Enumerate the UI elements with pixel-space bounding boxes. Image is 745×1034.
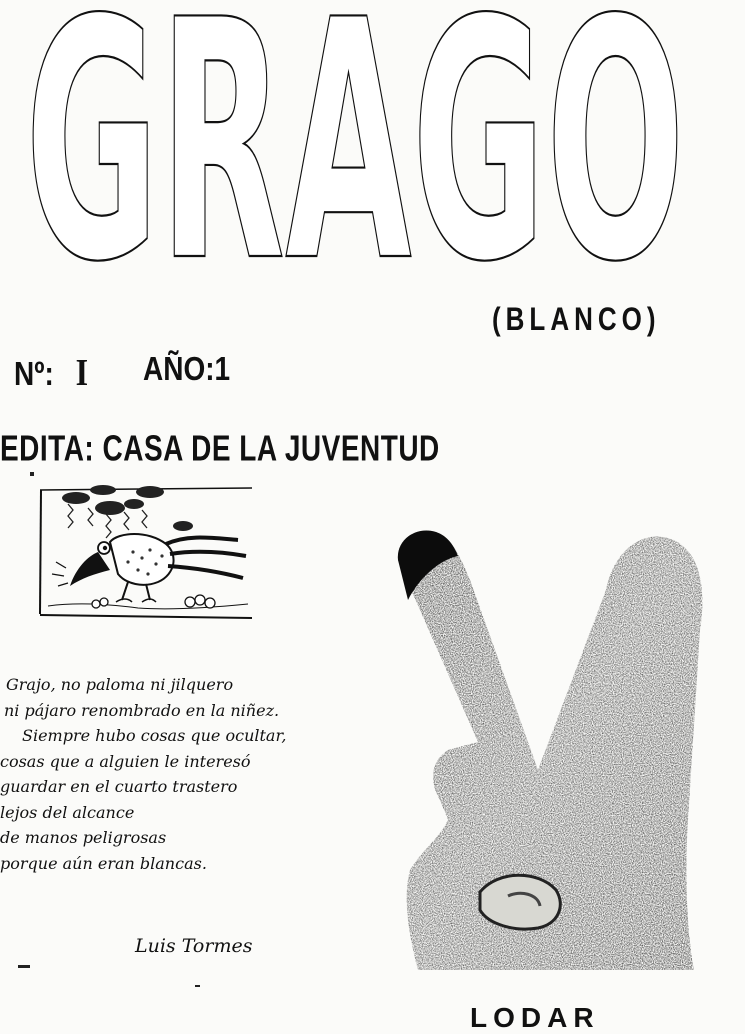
issue-value: I: [75, 350, 89, 394]
issue-number: [14, 350, 88, 394]
victory-hand-photo: [388, 520, 723, 980]
poem: [0, 672, 330, 876]
poem-line: guardar en el cuarto trastero: [0, 777, 238, 796]
ink-speck: [30, 472, 34, 476]
subtitle-blanco: (BLANCO): [492, 300, 661, 338]
poem-line: lejos del alcance: [0, 802, 135, 822]
issue-label: Nº:: [14, 354, 54, 392]
year-label: AÑO:1: [143, 350, 231, 388]
poem-line: Grajo, no paloma ni jilquero: [6, 675, 234, 694]
poem-line: Siempre hubo cosas que ocultar,: [22, 726, 287, 745]
masthead-title-text: GRAGO: [25, 8, 685, 270]
poem-line: porque aún eran blancas.: [0, 853, 207, 873]
poem-line: cosas que a alguien le interesó: [0, 751, 251, 771]
ink-speck: [195, 985, 200, 987]
publisher-line: EDITA: CASA DE LA JUVENTUD: [0, 428, 440, 469]
poem-line: ni pájaro renombrado en la niñez.: [4, 700, 280, 720]
footer-text: LODAR: [470, 1002, 600, 1033]
poem-author: Luis Tormes: [135, 935, 253, 957]
ink-speck: [18, 965, 30, 968]
poem-line: de manos peligrosas: [0, 828, 167, 847]
crow-cartoon-illustration: [38, 482, 254, 622]
masthead-title: [25, 8, 690, 270]
